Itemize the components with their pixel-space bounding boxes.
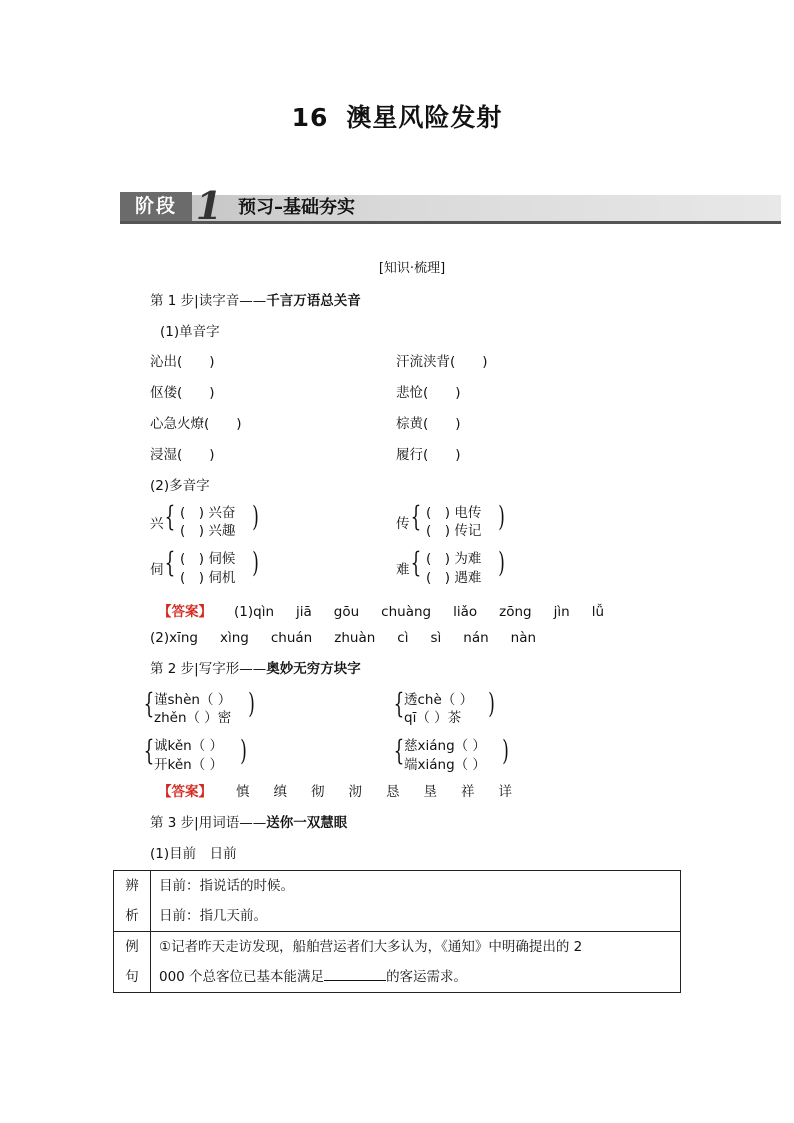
shape-line: 慈xiáng（ ）	[404, 738, 486, 754]
shape-line: zhěn（ ）密	[154, 710, 232, 726]
left-brace: {	[143, 687, 155, 720]
right-brace: )	[498, 500, 505, 533]
page-title: 16 澳星风险发射	[291, 103, 503, 132]
single-item: 沁出( )	[150, 354, 215, 370]
table-cell: 目前：指说话的时候。 日前：指几天前。	[151, 871, 681, 932]
shape-line: 透chè（ ）	[404, 692, 474, 708]
shape-line: 谨shèn（ ）	[154, 692, 232, 708]
shape-line: 端xiáng（ ）	[404, 757, 486, 773]
multi-line: ( ) 兴奋	[180, 505, 236, 521]
left-brace: {	[143, 734, 155, 767]
shape-line: qī（ ）茶	[404, 710, 462, 726]
table-row	[114, 932, 681, 993]
stage-banner	[120, 183, 781, 228]
right-brace: )	[240, 734, 247, 767]
left-brace: {	[164, 546, 176, 579]
multi-line: ( ) 伺候	[180, 551, 236, 567]
left-brace: {	[410, 546, 422, 579]
table-header-cell: 例 句	[114, 932, 151, 993]
right-brace: )	[502, 734, 509, 767]
single-item: 心急火燎( )	[150, 416, 242, 432]
multi-line: ( ) 传记	[426, 523, 482, 539]
left-brace: {	[393, 734, 405, 767]
right-brace: )	[488, 687, 495, 720]
multi-line: ( ) 电传	[426, 505, 482, 521]
left-brace: {	[410, 500, 422, 533]
multi-line: ( ) 为难	[426, 551, 482, 567]
right-brace: )	[248, 687, 255, 720]
single-item: 浸湿( )	[150, 447, 215, 463]
answer-line: (2)xīng xìng chuán zhuàn cì sì nán nàn	[150, 630, 537, 646]
single-item: 履行( )	[396, 447, 461, 463]
answer-line: 【答案】 (1)qìn jiā gōu chuàng liǎo zōng jìn lǚ	[158, 604, 605, 620]
table-row	[114, 871, 681, 932]
left-brace: {	[393, 687, 405, 720]
single-item: 伛偻( )	[150, 385, 215, 401]
banner-number: 1	[195, 183, 223, 228]
right-brace: )	[252, 500, 259, 533]
word-table	[113, 870, 681, 993]
fill-blank[interactable]	[324, 967, 386, 981]
section-label: [知识·梳理]	[378, 261, 446, 276]
answer-tag: 【答案】	[158, 784, 212, 800]
multi-line: ( ) 兴趣	[180, 523, 236, 539]
single-heading: (1)单音字	[160, 324, 220, 340]
single-item: 悲怆( )	[396, 385, 461, 401]
right-brace: )	[498, 546, 505, 579]
step2-heading: 第 2 步|写字形——奥妙无穷方块字	[150, 661, 361, 677]
banner-tag: 阶段	[120, 192, 192, 221]
multi-heading: (2)多音字	[150, 478, 210, 494]
left-brace: {	[164, 500, 176, 533]
table-header-cell: 辨 析	[114, 871, 151, 932]
single-item: 棕黄( )	[396, 416, 461, 432]
shape-line: 开kěn（ ）	[154, 757, 223, 773]
answer-line: 【答案】 慎 缜 彻 沏 恳 垦 祥 详	[158, 784, 512, 800]
word-heading: (1)目前 日前	[150, 846, 237, 862]
multi-char: 兴	[150, 516, 164, 532]
step1-heading: 第 1 步|读字音——千言万语总关音	[150, 293, 361, 309]
multi-char: 难	[396, 562, 410, 578]
answer-tag: 【答案】	[158, 604, 212, 620]
banner-subtitle: 预习–基础夯实	[238, 197, 355, 218]
shape-line: 诚kěn（ ）	[154, 738, 223, 754]
multi-char: 传	[396, 516, 410, 532]
multi-line: ( ) 遇难	[426, 570, 482, 586]
step3-heading: 第 3 步|用词语——送你一双慧眼	[150, 815, 348, 831]
table-cell: ①记者昨天走访发现，船舶营运者们大多认为，《通知》中明确提出的 2 000 个总客位已基本能满足 的客运需求。	[151, 932, 681, 993]
multi-line: ( ) 伺机	[180, 570, 236, 586]
right-brace: )	[252, 546, 259, 579]
multi-char: 伺	[150, 562, 164, 578]
single-item: 汗流浃背( )	[396, 354, 488, 370]
